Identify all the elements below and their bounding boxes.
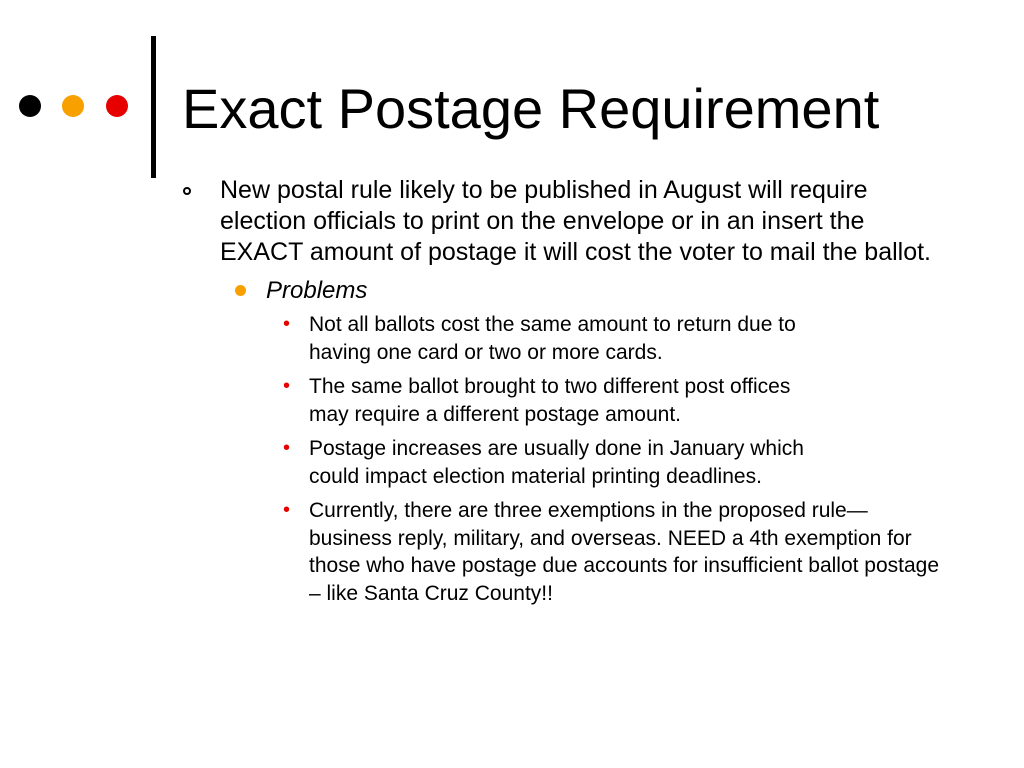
decorative-dot-orange — [62, 95, 84, 117]
sub-bullet-item — [182, 276, 962, 306]
problem-item — [182, 435, 829, 490]
main-bullet-item — [182, 175, 945, 268]
title-divider-line — [151, 36, 156, 178]
problem-text: Currently, there are three exemptions in the proposed rule—business reply, military, and overseas. NEED a 4th exemption for those who have postage due accounts for insufficient ballot postage – like Santa Cruz County!! — [309, 499, 940, 605]
main-bullet-text: New postal rule likely to be published in August will require election officials to print on the envelope or in an insert the EXACT amount of postage it will cost the voter to mail the ballot. — [220, 176, 931, 266]
decorative-dot-red — [106, 95, 128, 117]
problem-item — [182, 311, 829, 366]
problems-list — [182, 311, 962, 607]
red-dot-bullet-icon: • — [283, 499, 291, 521]
problem-text: The same ballot brought to two different post offices may require a different postage amount. — [309, 375, 791, 426]
sub-heading-text: Problems — [266, 277, 368, 304]
red-dot-bullet-icon: • — [283, 437, 291, 459]
problem-text: Postage increases are usually done in January which could impact election material printing deadlines. — [309, 437, 804, 488]
red-dot-bullet-icon: • — [283, 375, 291, 397]
decorative-dot-black — [19, 95, 41, 117]
hollow-circle-bullet-icon — [183, 187, 191, 195]
red-dot-bullet-icon: • — [283, 313, 291, 335]
orange-dot-bullet-icon — [235, 285, 246, 296]
problem-text: Not all ballots cost the same amount to return due to having one card or two or more cards. — [309, 313, 796, 364]
problem-item — [182, 373, 829, 428]
problem-item — [182, 497, 949, 607]
slide-body — [182, 175, 962, 614]
slide-title: Exact Postage Requirement — [182, 77, 880, 140]
